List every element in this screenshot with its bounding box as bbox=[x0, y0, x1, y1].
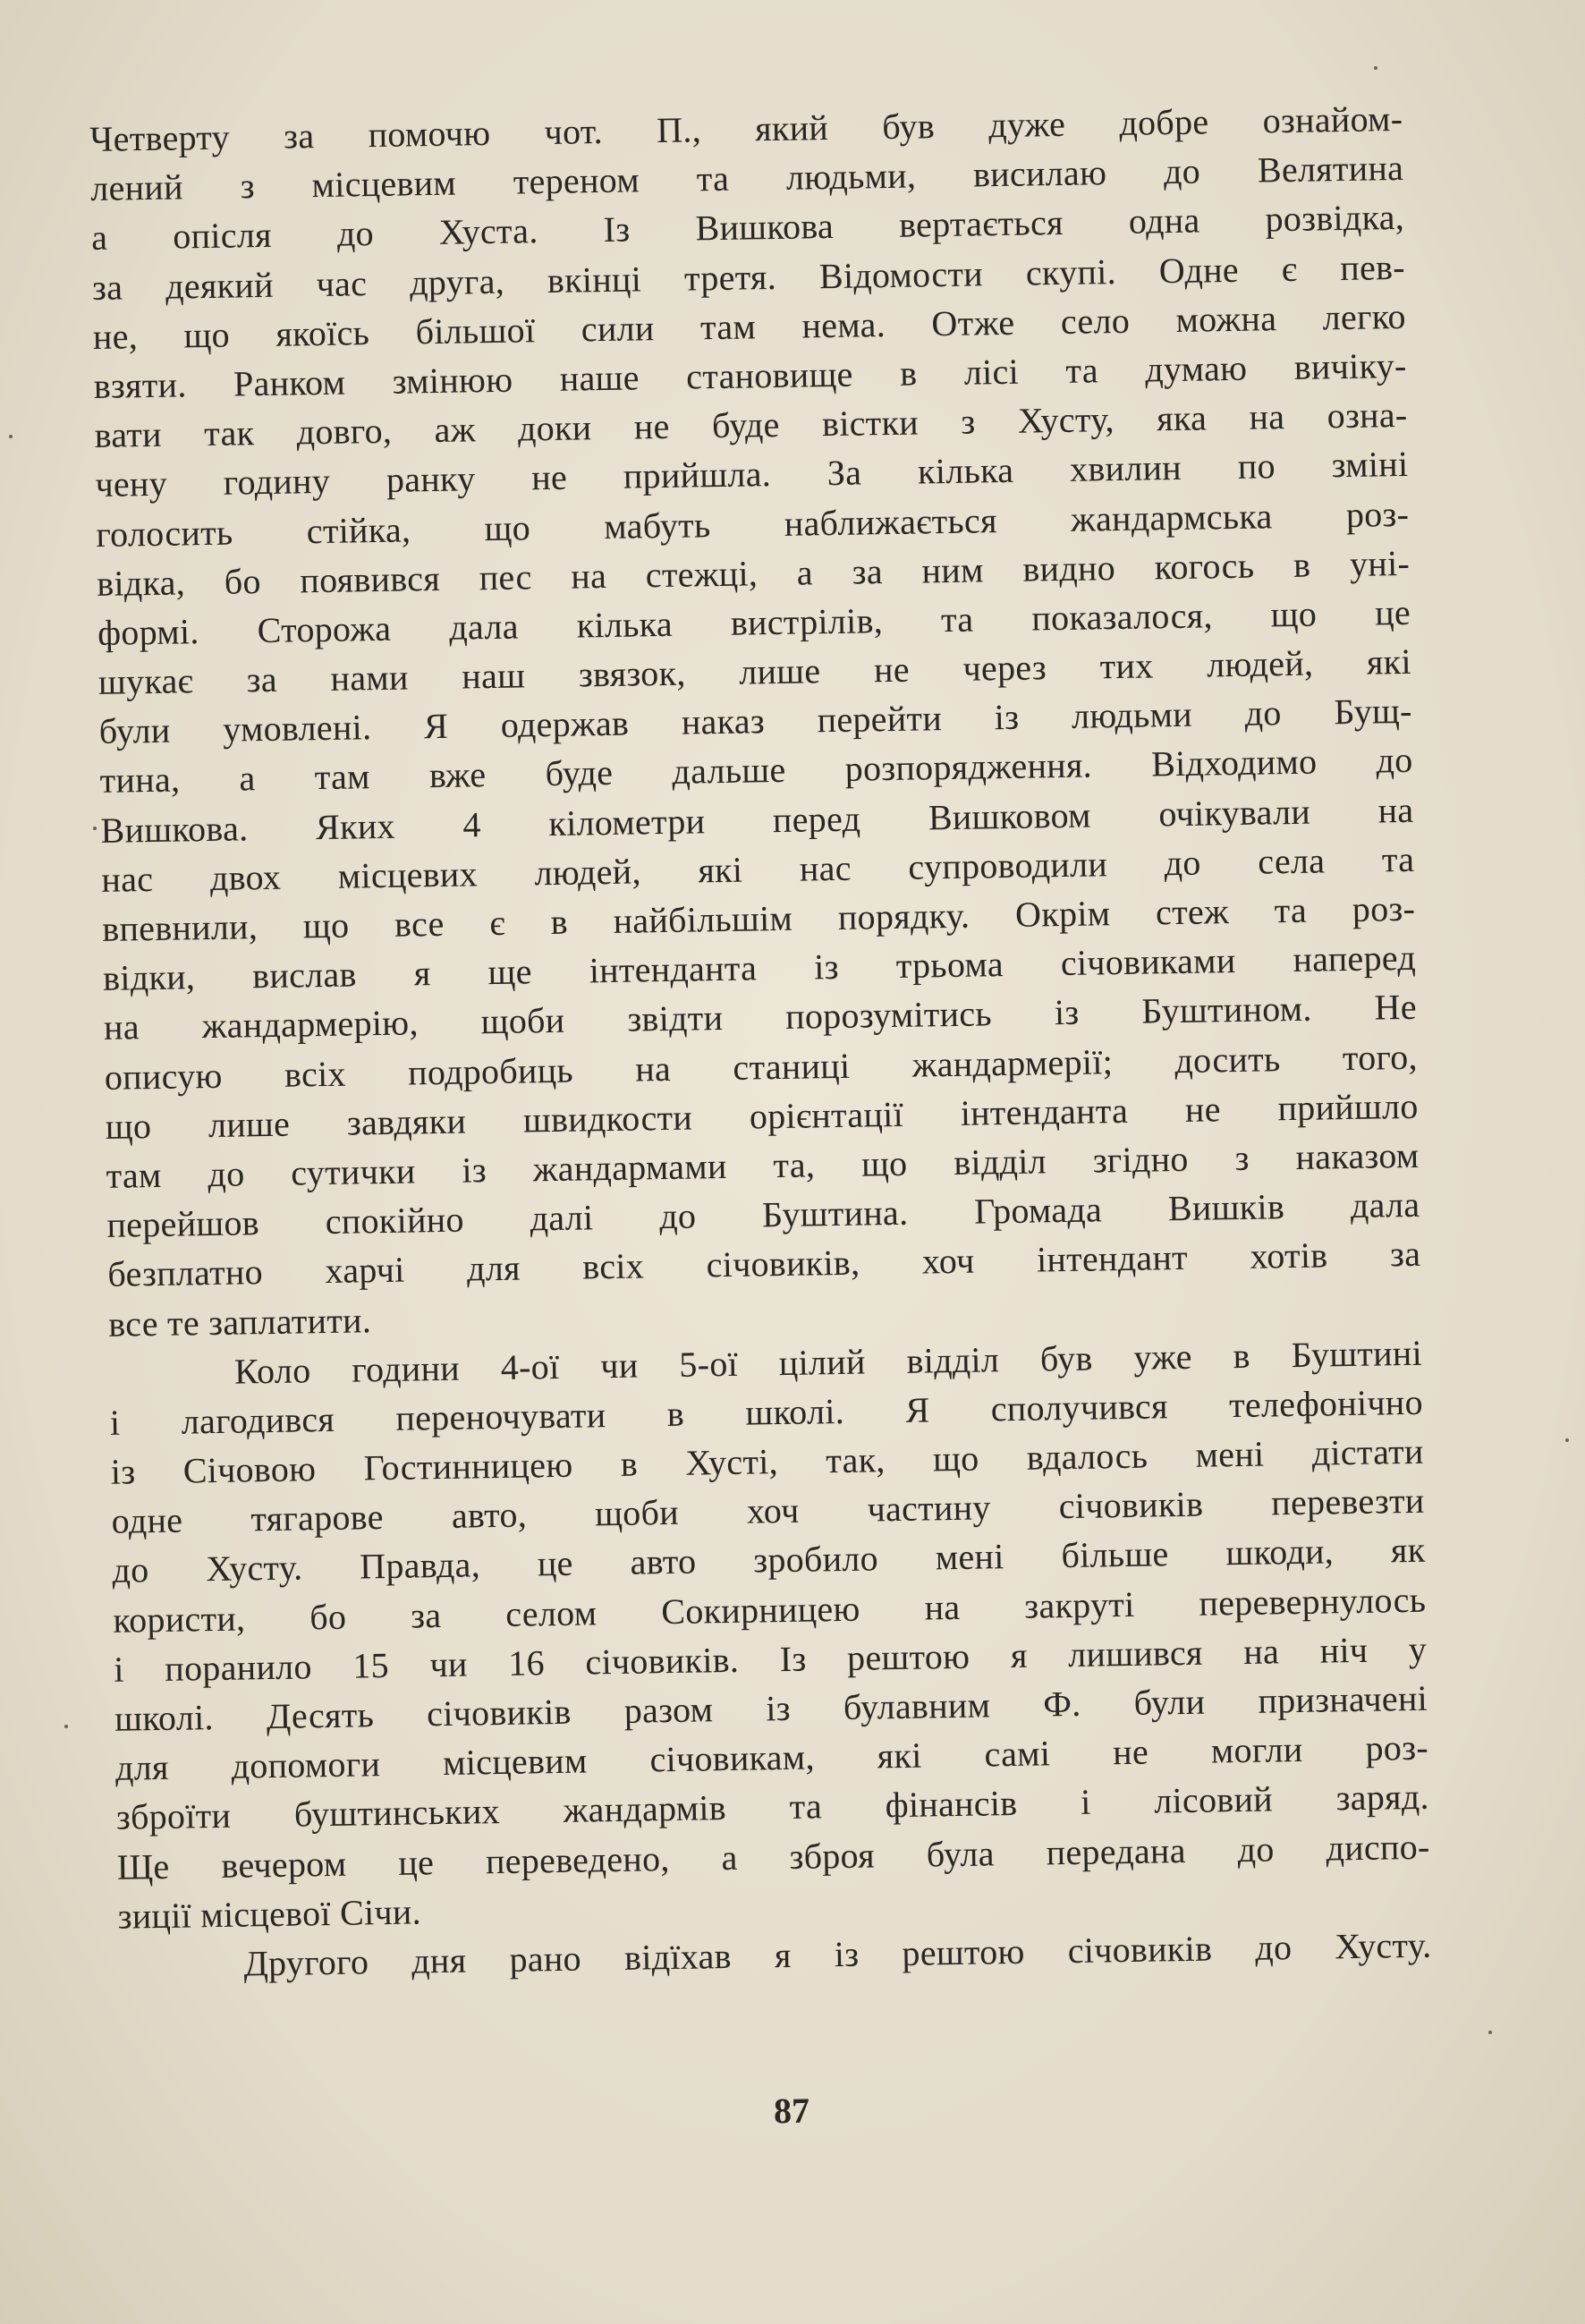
paragraph-start-line: Другого дня рано відїхав я із рештою січовиків до Хусту. bbox=[243, 1924, 1432, 1984]
text-line: зброїти буштинських жандармів та фінансів і лісовий заряд. bbox=[115, 1777, 1430, 1838]
paper-speck bbox=[1374, 66, 1377, 70]
text-line: вати так довго, аж доки не буде вістки з Хусту, яка на озна- bbox=[94, 394, 1408, 456]
text-line: лений з місцевим тереном та людьми, висилаю до Велятина bbox=[89, 148, 1404, 209]
text-line: безплатно харчі для всіх січовиків, хоч інтендант хотів за bbox=[107, 1234, 1421, 1295]
text-line: тина, а там вже буде дальше розпорядження. Відходимо до bbox=[99, 740, 1413, 802]
text-line: за деякий час друга, вкінці третя. Відомости скупі. Одне є пев- bbox=[91, 246, 1406, 308]
text-line: і поранило 15 чи 16 січовиків. Із рештою я лишився на ніч у bbox=[113, 1628, 1428, 1690]
text-line: були умовлені. Я одержав наказ перейти із людьми до Бущ- bbox=[98, 691, 1413, 752]
text-line: із Січовою Гостинницею в Хусті, так, що вдалось мені дістати bbox=[110, 1430, 1425, 1492]
text-line: взяти. Ранком змінюю наше становище в лісі та думаю вичіку- bbox=[93, 344, 1407, 406]
text-line: що лише завдяки швидкости орієнтації інтенданта не прийшло bbox=[105, 1085, 1419, 1147]
text-line: до Хусту. Правда, це авто зробило мені більше шкоди, як bbox=[112, 1530, 1426, 1591]
page-number: 87 bbox=[773, 2090, 810, 2132]
paper-speck bbox=[64, 1725, 68, 1728]
text-line: чену годину ранку не прийшла. За кілька хвилин по зміні bbox=[95, 444, 1409, 505]
text-line: користи, бо за селом Сокирницею на закруті перевернулось bbox=[113, 1579, 1427, 1641]
text-line: Четверту за помочю чот. П., який був дуже добре ознайом- bbox=[89, 98, 1403, 159]
text-line: голосить стійка, що мабуть наближається жандармська роз- bbox=[96, 493, 1410, 555]
text-line: впевнили, що все є в найбільшім порядку. Окрім стеж та роз- bbox=[101, 887, 1416, 949]
text-line: і лагодився переночувати в школі. Я сполучився телефонічно bbox=[109, 1381, 1424, 1443]
paragraph-start-line: Коло години 4-ої чи 5-ої цілий відділ був уже в Буштині bbox=[233, 1332, 1423, 1392]
text-line: одне тягарове авто, щоби хоч частину січовиків перевезти bbox=[111, 1480, 1425, 1542]
paper-speck bbox=[1488, 2031, 1492, 2034]
text-line: школі. Десять січовиків разом із булавним Ф. були призначені bbox=[114, 1677, 1428, 1739]
text-line: перейшов спокійно далі до Буштина. Громада Вишків дала bbox=[106, 1183, 1420, 1245]
text-line: відки, вислав я ще інтенданта із трьома січовиками наперед bbox=[102, 937, 1417, 999]
text-line: формі. Сторожа дала кілька вистрілів, та показалося, що це bbox=[97, 591, 1411, 653]
text-line: Вишкова. Яких 4 кілометри перед Вишковом очікували на bbox=[100, 789, 1414, 851]
paragraph-end-line: зиції місцевої Січи. bbox=[117, 1891, 422, 1937]
text-line: відка, бо появився пес на стежці, а за ним видно когось в уні- bbox=[96, 542, 1411, 604]
text-line: шукає за нами наш звязок, лише не через тих людей, які bbox=[97, 640, 1412, 702]
page-text bbox=[89, 93, 1461, 1989]
paragraph-end-line: все те заплатити. bbox=[107, 1299, 372, 1344]
text-line: не, що якоїсь більшої сили там нема. Отже село можна легко bbox=[92, 295, 1407, 357]
text-line: для допомоги місцевим січовикам, які самі не могли роз- bbox=[114, 1726, 1429, 1788]
paper-speck bbox=[9, 435, 13, 438]
text-line: на жандармерію, щоби звідти порозумітись із Буштином. Не bbox=[103, 987, 1418, 1048]
text-line: а опісля до Хуста. Із Вишкова вертається одна розвідка, bbox=[90, 197, 1405, 259]
text-line: описую всіх подробиць на станиці жандармерії; досить того, bbox=[104, 1036, 1419, 1098]
text-line: Ще вечером це переведено, а зброя була передана до диспо- bbox=[116, 1826, 1430, 1887]
paper-speck bbox=[93, 827, 97, 830]
text-line: там до сутички із жандармами та, що відділ згідно з наказом bbox=[106, 1134, 1420, 1196]
text-line: нас двох місцевих людей, які нас супроводили до села та bbox=[101, 838, 1415, 900]
paper-speck bbox=[1565, 1438, 1569, 1442]
